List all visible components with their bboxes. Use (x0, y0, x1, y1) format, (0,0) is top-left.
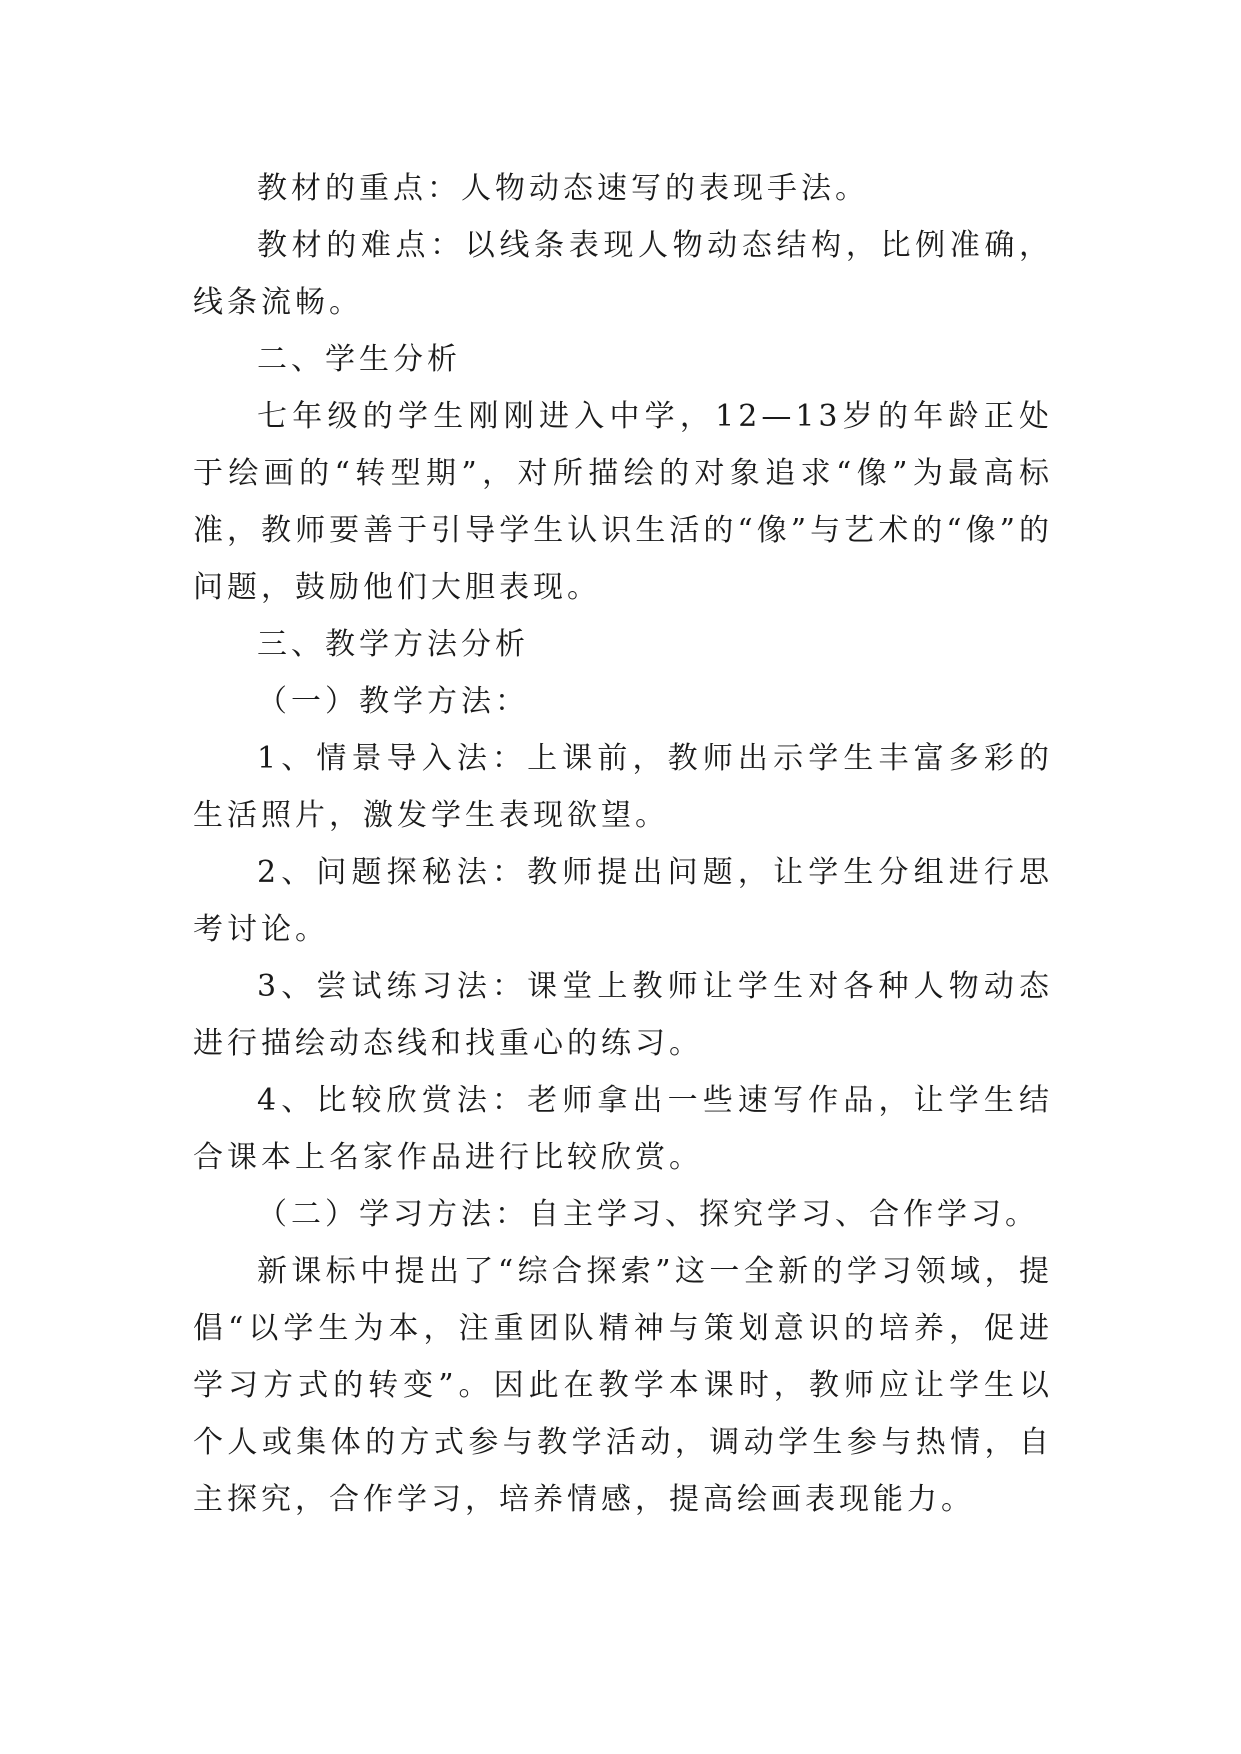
document-body (193, 160, 1053, 1528)
subheading-teaching-methods: （一）教学方法： (257, 684, 529, 719)
list-item-method-2: 2、问题探秘法：教师提出问题，让学生分组进行思考讨论。 (193, 855, 1053, 947)
paragraph-difficulty: 教材的难点：以线条表现人物动态结构，比例准确，线条流畅。 (193, 228, 1053, 320)
paragraph-student-analysis: 七年级的学生刚刚进入中学，12—13岁的年龄正处于绘画的“转型期”，对所描绘的对象追求“像”为最高标准，教师要善于引导学生认识生活的“像”与艺术的“像”的问题，鼓励他们大胆表现。 (193, 399, 1053, 605)
list-item-method-1: 1、情景导入法：上课前，教师出示学生丰富多彩的生活照片，激发学生表现欲望。 (193, 741, 1053, 833)
section-heading-student-analysis: 二、学生分析 (257, 342, 461, 377)
paragraph-key-point: 教材的重点：人物动态速写的表现手法。 (257, 171, 869, 206)
list-item-method-3: 3、尝试练习法：课堂上教师让学生对各种人物动态进行描绘动态线和找重心的练习。 (193, 969, 1053, 1061)
paragraph-new-curriculum: 新课标中提出了“综合探索”这一全新的学习领域，提倡“以学生为本，注重团队精神与策划意识的培养，促进学习方式的转变”。因此在教学本课时，教师应让学生以个人或集体的方式参与教学活动，调动学生参与热情，自主探究，合作学习，培养情感，提高绘画表现能力。 (193, 1254, 1053, 1517)
section-heading-teaching-method-analysis: 三、教学方法分析 (257, 627, 529, 662)
subheading-learning-methods: （二）学习方法：自主学习、探究学习、合作学习。 (257, 1197, 1039, 1232)
list-item-method-4: 4、比较欣赏法：老师拿出一些速写作品，让学生结合课本上名家作品进行比较欣赏。 (193, 1083, 1053, 1175)
